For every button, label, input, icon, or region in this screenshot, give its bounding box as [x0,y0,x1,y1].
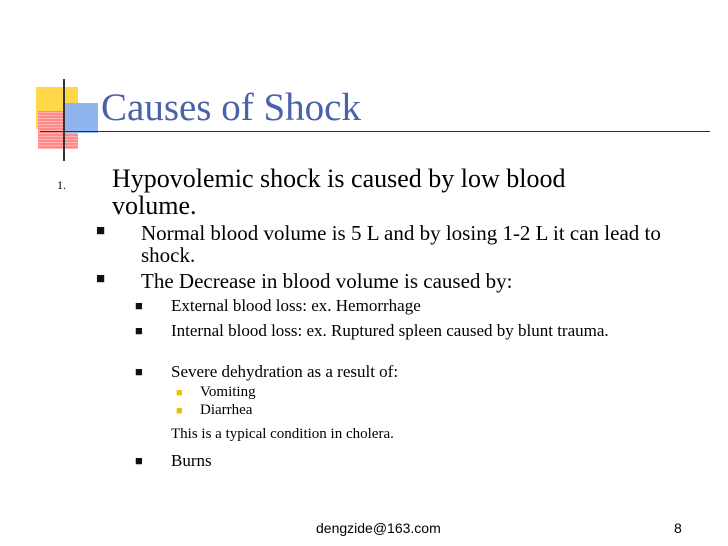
cause-item: Burns [171,451,212,470]
square-bullet-icon: ■ [135,453,143,468]
main-point: Hypovolemic shock is caused by low blood volume. [112,164,566,220]
square-bullet-icon: ■ [135,298,143,313]
cholera-note: This is a typical condition in cholera. [171,426,394,442]
decor-vertical-line [63,79,65,161]
footer-email: dengzide@163.com [316,520,441,536]
cause-item: Internal blood loss: ex. Ruptured spleen caused by blunt trauma. [171,321,609,340]
decor-blue-square [64,103,98,133]
title-divider [40,131,710,132]
square-bullet-icon: ■ [135,323,143,338]
yellow-bullet-icon: ■ [176,387,183,399]
square-bullet-icon: ■ [96,223,106,239]
square-bullet-icon: ■ [96,271,106,287]
cause-item: Severe dehydration as a result of: [171,362,399,381]
cause-item: External blood loss: ex. Hemorrhage [171,296,421,315]
sub-point: The Decrease in blood volume is caused by: [141,269,513,293]
sub-point: Normal blood volume is 5 L and by losing 1-2 L it can lead to shock. [141,221,661,267]
slide-number: 8 [674,520,682,536]
square-bullet-icon: ■ [135,364,143,379]
list-number: 1. [57,178,66,192]
dehydration-item: Vomiting [200,384,256,400]
slide-title: Causes of Shock [101,86,361,129]
yellow-bullet-icon: ■ [176,405,183,417]
dehydration-item: Diarrhea [200,402,253,418]
